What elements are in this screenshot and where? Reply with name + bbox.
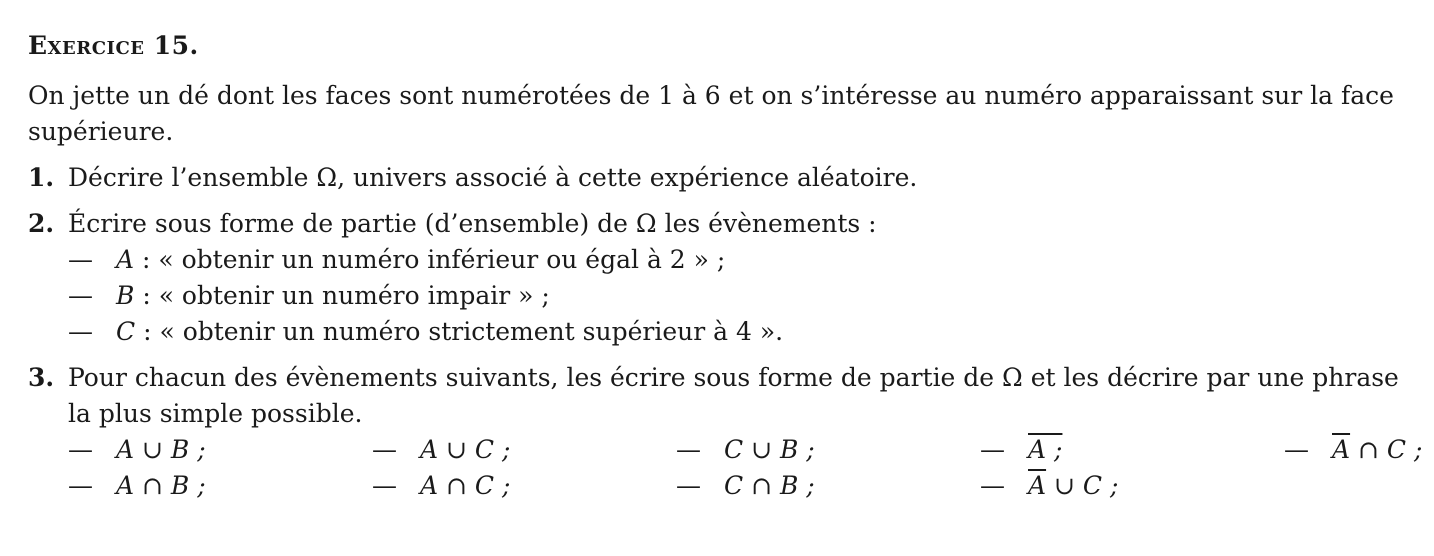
dash: — <box>676 435 701 464</box>
question-1 <box>28 160 1408 196</box>
event-item <box>68 314 1408 350</box>
set-operation <box>372 468 510 504</box>
question-number: 2. <box>28 209 55 238</box>
dash: — <box>980 471 1005 500</box>
question-text: Décrire l’ensemble Ω, univers associé à cette expérience aléatoire. <box>68 163 918 192</box>
set-expression: C ∩ B ; <box>724 471 815 500</box>
exercise-title-text: Exercice 15. <box>28 31 199 60</box>
question-text: Écrire sous forme de partie (d’ensemble) de Ω les évènements : <box>68 209 877 238</box>
set-operation <box>68 432 206 468</box>
event-letter: A <box>116 245 135 274</box>
expression-rest: ∪ C ; <box>1046 471 1119 500</box>
set-expression: C ∪ B ; <box>724 435 815 464</box>
exercise-title <box>28 28 1408 64</box>
complement-letter: $\overline{A}$ <box>1028 471 1047 500</box>
question-text: Pour chacun des évènements suivants, les écrire sous forme de partie de Ω et les décrire par une phrase la plus simple possible. <box>68 363 1399 428</box>
dash: — <box>676 471 701 500</box>
event-list <box>68 242 1408 350</box>
event-letter: B <box>116 281 135 310</box>
set-operation <box>1284 432 1422 468</box>
set-operation <box>676 432 815 468</box>
question-number: 1. <box>28 163 55 192</box>
complement-letter: $\overline{A}$ <box>1332 435 1351 464</box>
dash: — <box>68 317 93 346</box>
event-item <box>68 278 1408 314</box>
set-expression: A ∪ B ; <box>116 435 206 464</box>
exercise <box>28 28 1423 504</box>
set-operation <box>980 468 1118 504</box>
set-expression-complement <box>1332 435 1422 464</box>
dash: — <box>372 471 397 500</box>
dash: — <box>68 281 93 310</box>
set-operation <box>676 468 815 504</box>
set-operation <box>980 432 1062 468</box>
question-3 <box>28 360 1408 432</box>
event-letter: C <box>116 317 136 346</box>
set-expression-complement: A ; <box>1028 435 1063 464</box>
set-operation <box>372 432 510 468</box>
set-expression: A ∩ C ; <box>420 471 511 500</box>
dash: — <box>68 471 93 500</box>
question-number: 3. <box>28 363 55 392</box>
set-expression: A ∪ C ; <box>420 435 511 464</box>
expression-rest: ∩ C ; <box>1350 435 1423 464</box>
dash: — <box>980 435 1005 464</box>
event-description: : « obtenir un numéro strictement supérieur à 4 ». <box>135 317 784 346</box>
dash: — <box>1284 435 1309 464</box>
dash: — <box>68 245 93 274</box>
set-operation <box>68 468 206 504</box>
dash: — <box>68 435 93 464</box>
exercise-intro: On jette un dé dont les faces sont numérotées de 1 à 6 et on s’intéresse au numéro apparaissant sur la face supérieure. <box>28 81 1394 146</box>
question-2 <box>28 206 1408 242</box>
set-operations-grid <box>68 432 1423 504</box>
set-expression: A ∩ B ; <box>116 471 206 500</box>
set-expression-complement <box>1028 471 1118 500</box>
dash: — <box>372 435 397 464</box>
event-description: : « obtenir un numéro inférieur ou égal à 2 » ; <box>134 245 726 274</box>
event-description: : « obtenir un numéro impair » ; <box>134 281 550 310</box>
event-item <box>68 242 1408 278</box>
